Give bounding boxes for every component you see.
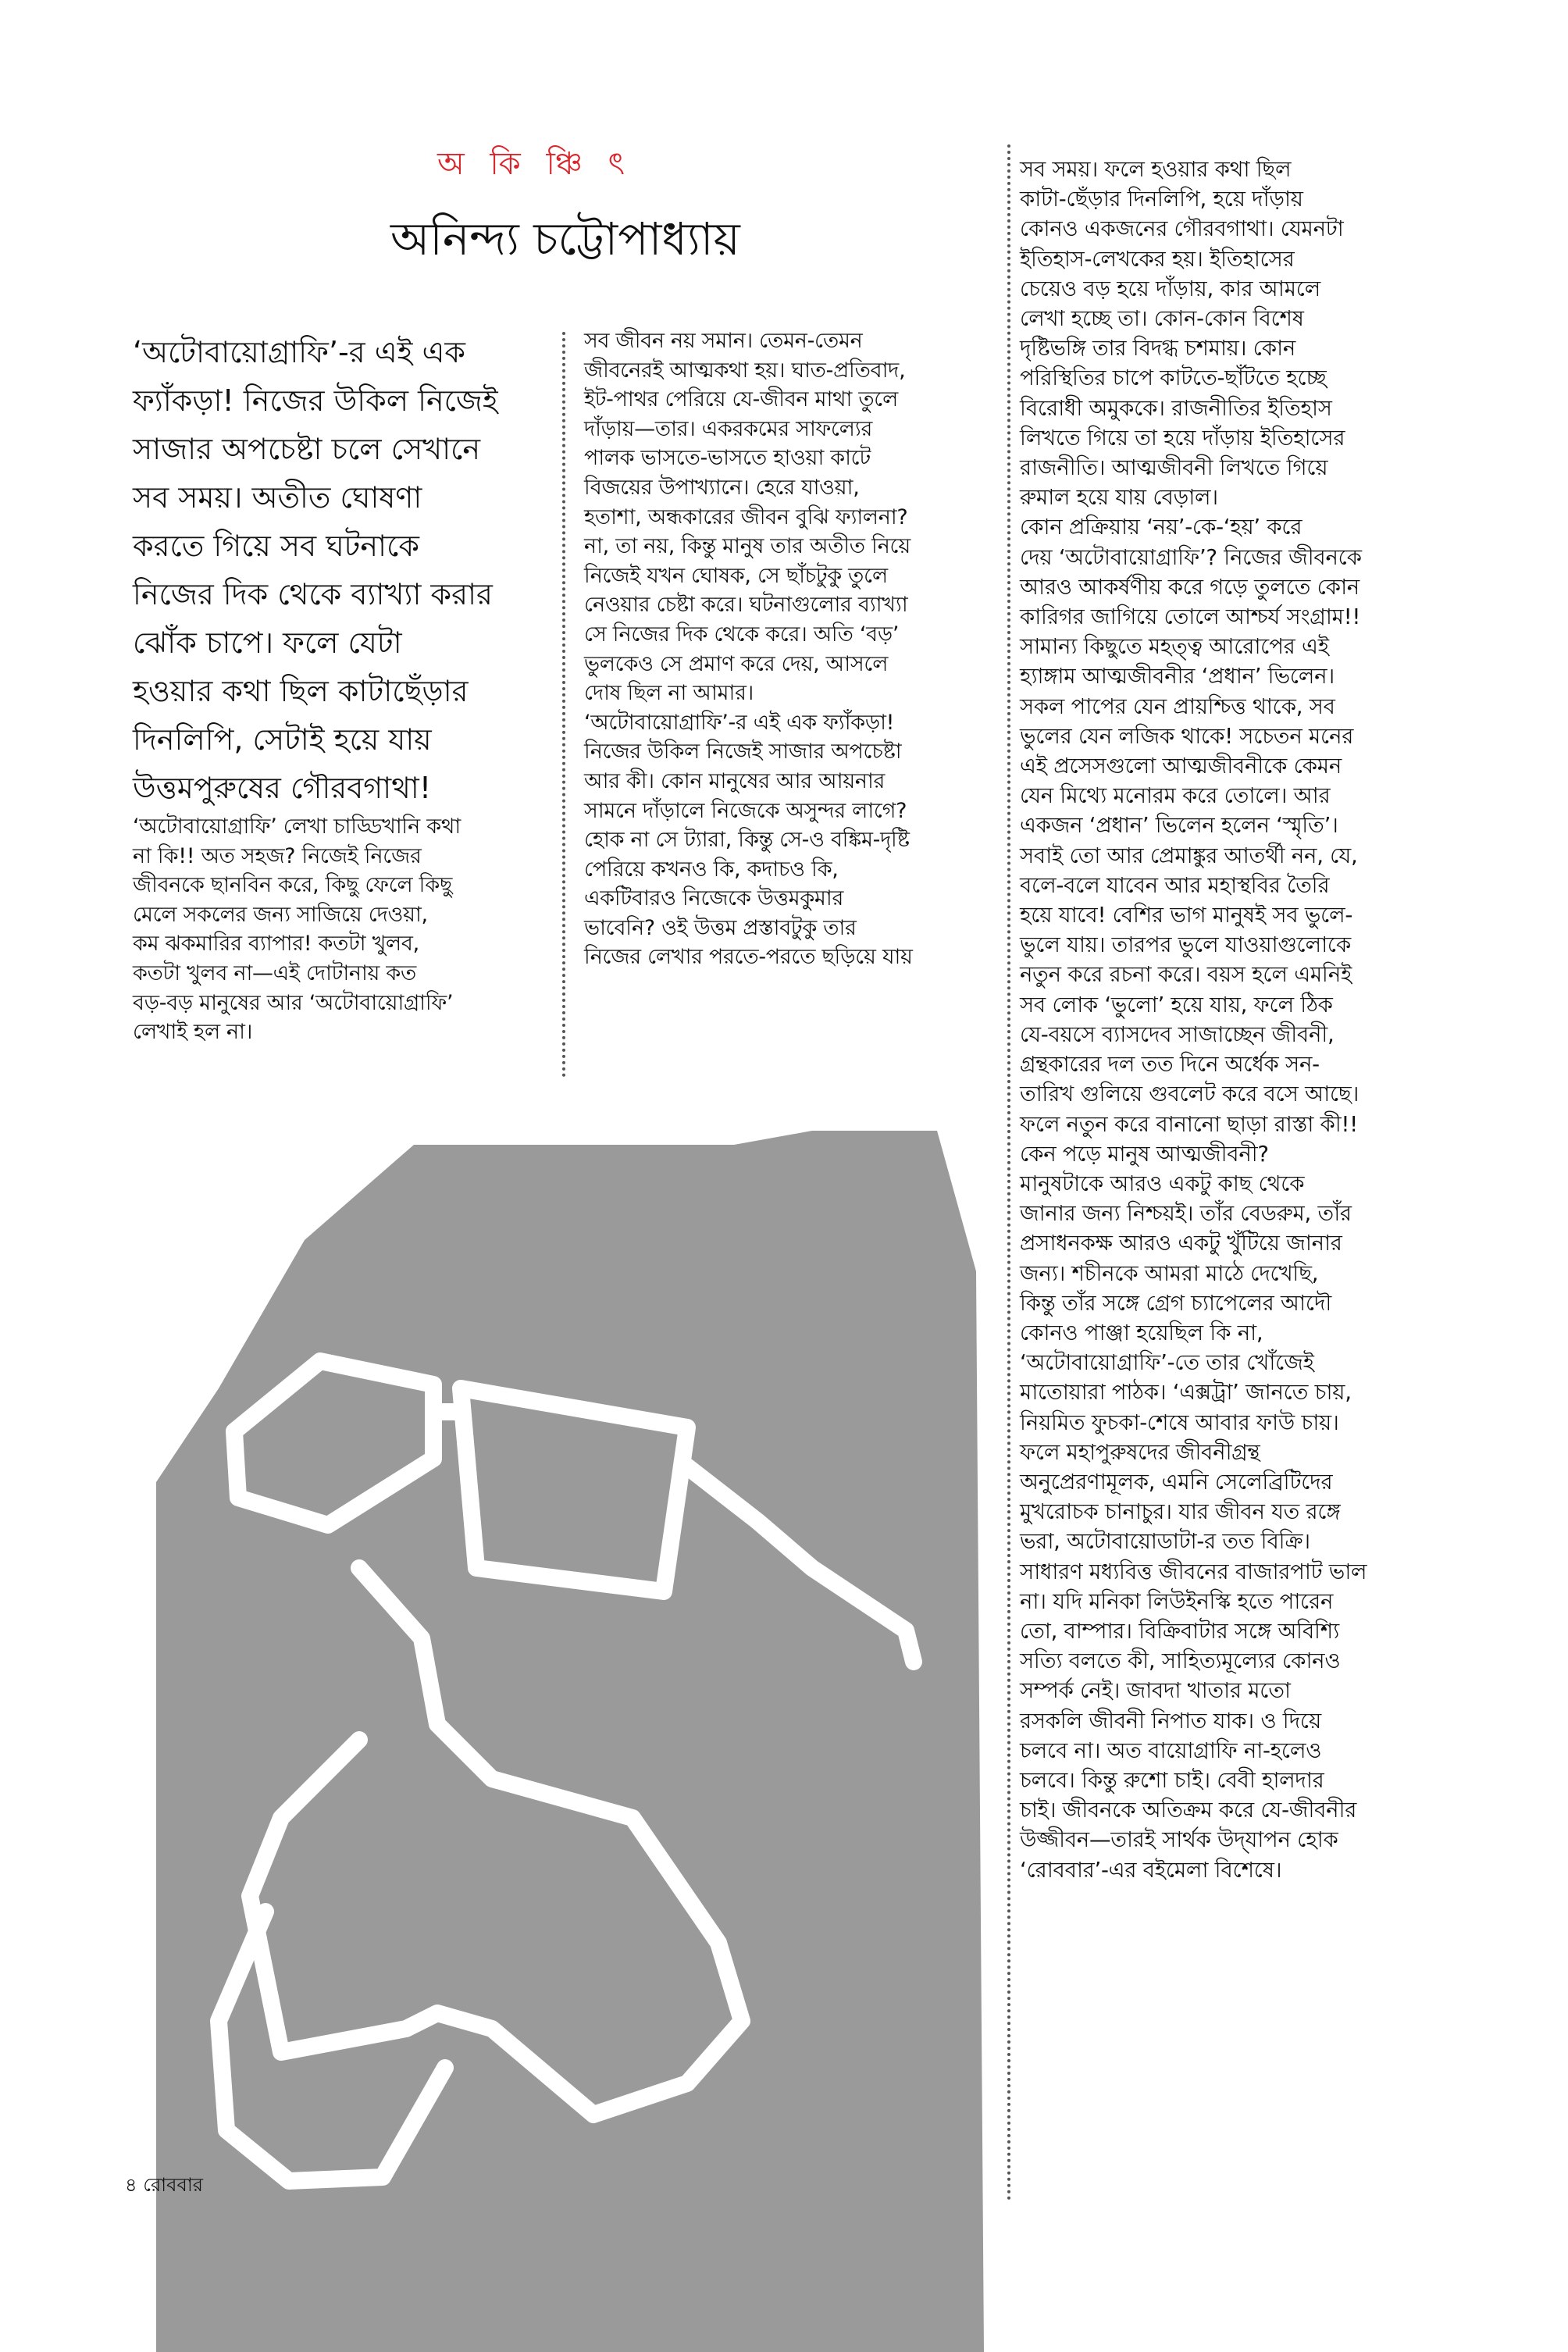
- author-byline: অনিন্দ্য চট্টোপাধ্যায়: [390, 212, 740, 265]
- column-divider: [1007, 144, 1010, 2202]
- section-kicker: অ কি ঞ্চি ৎ: [437, 146, 633, 182]
- page-folio: ৪ রোববার: [125, 2174, 203, 2196]
- body-column-left: ‘অটোবায়োগ্রাফি’ লেখা চাড্ডিখানি কথা না কি!! অত সহজ? নিজেই নিজের জীবনকে ছানবিন করে, কিছু ফেলে কিছু মেলে সকলের জন্য সাজিয়ে দেওয়া, কম ঝকমারির ব্যাপার! কতটা খুলব, কতটা খুলব না—এই দোটানায় কত বড়-বড় মানুষের আর ‘অটোবায়োগ্রাফি’ লেখাই হল না।: [133, 814, 461, 1045]
- portrait-illustration: [125, 1131, 984, 2352]
- column-divider: [562, 332, 565, 1078]
- body-column-middle: সব জীবন নয় সমান। তেমন-তেমন জীবনেরই আত্মকথা হয়। ঘাত-প্রতিবাদ, ইট-পাথর পেরিয়ে যে-জীবন মাথা তুলে দাঁড়ায়—তার। একরকমের সাফল্যের পালক ভাসতে-ভাসতে হাওয়া কাটে বিজয়ের উপাখ্যানে। হেরে যাওয়া, হতাশা, অন্ধকারের জীবন বুঝি ফ্যালনা? না, তা নয়, কিন্তু মানুষ তার অতীত নিয়ে নিজেই যখন ঘোষক, সে ছাঁচটুকু তুলে নেওয়ার চেষ্টা করে। ঘটনাগুলোর ব্যাখ্যা সে নিজের দিক থেকে করে। অতি ‘বড়’ ভুলকেও সে প্রমাণ করে দেয়, আসলে দোষ ছিল না আমার। ‘অটোবায়োগ্রাফি’-র এই এক ফ্যাঁকড়া! নিজের উকিল নিজেই সাজার অপচেষ্টা আর কী। কোন মানুষের আর আয়নার সামনে দাঁড়ালে নিজেকে অসুন্দর লাগে? হোক না সে ট্যারা, কিন্তু সে-ও বঙ্কিম-দৃষ্টি পেরিয়ে কখনও কি, কদাচও কি, একটিবারও নিজেকে উত্তমকুমার ভাবেনি? ওই উত্তম প্রস্তাবটুকু তার নিজের লেখার পরতে-পরতে ছড়িয়ে যায়: [584, 329, 913, 970]
- pull-quote: ‘অটোবায়োগ্রাফি’-র এই এক ফ্যাঁকড়া! নিজের উকিল নিজেই সাজার অপচেষ্টা চলে সেখানে সব সময়। অতীত ঘোষণা করতে গিয়ে সব ঘটনাকে নিজের দিক থেকে ব্যাখ্যা করার ঝোঁক চাপে। ফলে যেটা হওয়ার কথা ছিল কাটাছেঁড়ার দিনলিপি, সেটাই হয়ে যায় উত্তমপুরুষের গৌরবগাথা!: [133, 335, 498, 805]
- body-column-right: সব সময়। ফলে হওয়ার কথা ছিল কাটা-ছেঁড়ার দিনলিপি, হয়ে দাঁড়ায় কোনও একজনের গৌরবগাথা। যেমনটা ইতিহাস-লেখকের হয়। ইতিহাসের চেয়েও বড় হয়ে দাঁড়ায়, কার আমলে লেখা হচ্ছে তা। কোন-কোন বিশেষ দৃষ্টিভঙ্গি তার বিদগ্ধ চশমায়। কোন পরিস্থিতির চাপে কাটতে-ছাঁটতে হচ্ছে বিরোধী অমুককে। রাজনীতির ইতিহাস লিখতে গিয়ে তা হয়ে দাঁড়ায় ইতিহাসের রাজনীতি। আত্মজীবনী লিখতে গিয়ে রুমাল হয়ে যায় বেড়াল। কোন প্রক্রিয়ায় ‘নয়’-কে-‘হয়’ করে দেয় ‘অটোবায়োগ্রাফি’? নিজের জীবনকে আরও আকর্ষণীয় করে গড়ে তুলতে কোন কারিগর জাগিয়ে তোলে আশ্চর্য সংগ্রাম!! সামান্য কিছুতে মহত্ত্ব আরোপের এই হ্যাঙ্গাম আত্মজীবনীর ‘প্রধান’ ভিলেন। সকল পাপের যেন প্রায়শ্চিত্ত থাকে, সব ভুলের যেন লজিক থাকে! সচেতন মনের এই প্রসেসগুলো আত্মজীবনীকে কেমন যেন মিথ্যে মনোরম করে তোলে। আর একজন ‘প্রধান’ ভিলেন হলেন ‘স্মৃতি’। সবাই তো আর প্রেমাঙ্কুর আতর্থী নন, যে, বলে-বলে যাবেন আর মহাস্থবির তৈরি হয়ে যাবে! বেশির ভাগ মানুষই সব ভুলে- ভুলে যায়। তারপর ভুলে যাওয়াগুলোকে নতুন করে রচনা করে। বয়স হলে এমনিই সব লোক ‘ভুলো’ হয়ে যায়, ফলে ঠিক যে-বয়সে ব্যাসদেব সাজাচ্ছেন জীবনী, গ্রন্থকারের দল তত দিনে অর্ধেক সন- তারিখ গুলিয়ে গুবলেট করে বসে আছে। ফলে নতুন করে বানানো ছাড়া রাস্তা কী!! কেন পড়ে মানুষ আত্মজীবনী? মানুষটাকে আরও একটু কাছ থেকে জানার জন্য নিশ্চয়ই। তাঁর বেডরুম, তাঁর প্রসাধনকক্ষ আরও একটু খুঁটিয়ে জানার জন্য। শচীনকে আমরা মাঠে দেখেছি, কিন্তু তাঁর সঙ্গে গ্রেগ চ্যাপেলের আদৌ কোনও পাঞ্জা হয়েছিল কি না, ‘অটোবায়োগ্রাফি’-তে তার খোঁজেই মাতোয়ারা পাঠক। ‘এক্সট্রা’ জানতে চায়, নিয়মিত ফুচকা-শেষে আবার ফাউ চায়। ফলে মহাপুরুষদের জীবনীগ্রন্থ অনুপ্রেরণামূলক, এমনি সেলেব্রিটিদের মুখরোচক চানাচুর। যার জীবন যত রঙ্গে ভরা, অটোবায়োডাটা-র তত বিক্রি। সাধারণ মধ্যবিত্ত জীবনের বাজারপাট ভাল না। যদি মনিকা লিউইনস্কি হতে পারেন তো, বাম্পার। বিক্রিবাটার সঙ্গে অবিশ্যি সত্যি বলতে কী, সাহিত্যমূল্যের কোনও সম্পর্ক নেই। জাবদা খাতার মতো রসকলি জীবনী নিপাত যাক। ও দিয়ে চলবে না। অত বায়োগ্রাফি না-হলেও চলবে। কিন্তু রুশো চাই। বেবী হালদার চাই। জীবনকে অতিক্রম করে যে-জীবনীর উজ্জীবন—তারই সার্থক উদ্‌যাপন হোক ‘রোববার’-এর বইমেলা বিশেষে।: [1020, 156, 1367, 1883]
